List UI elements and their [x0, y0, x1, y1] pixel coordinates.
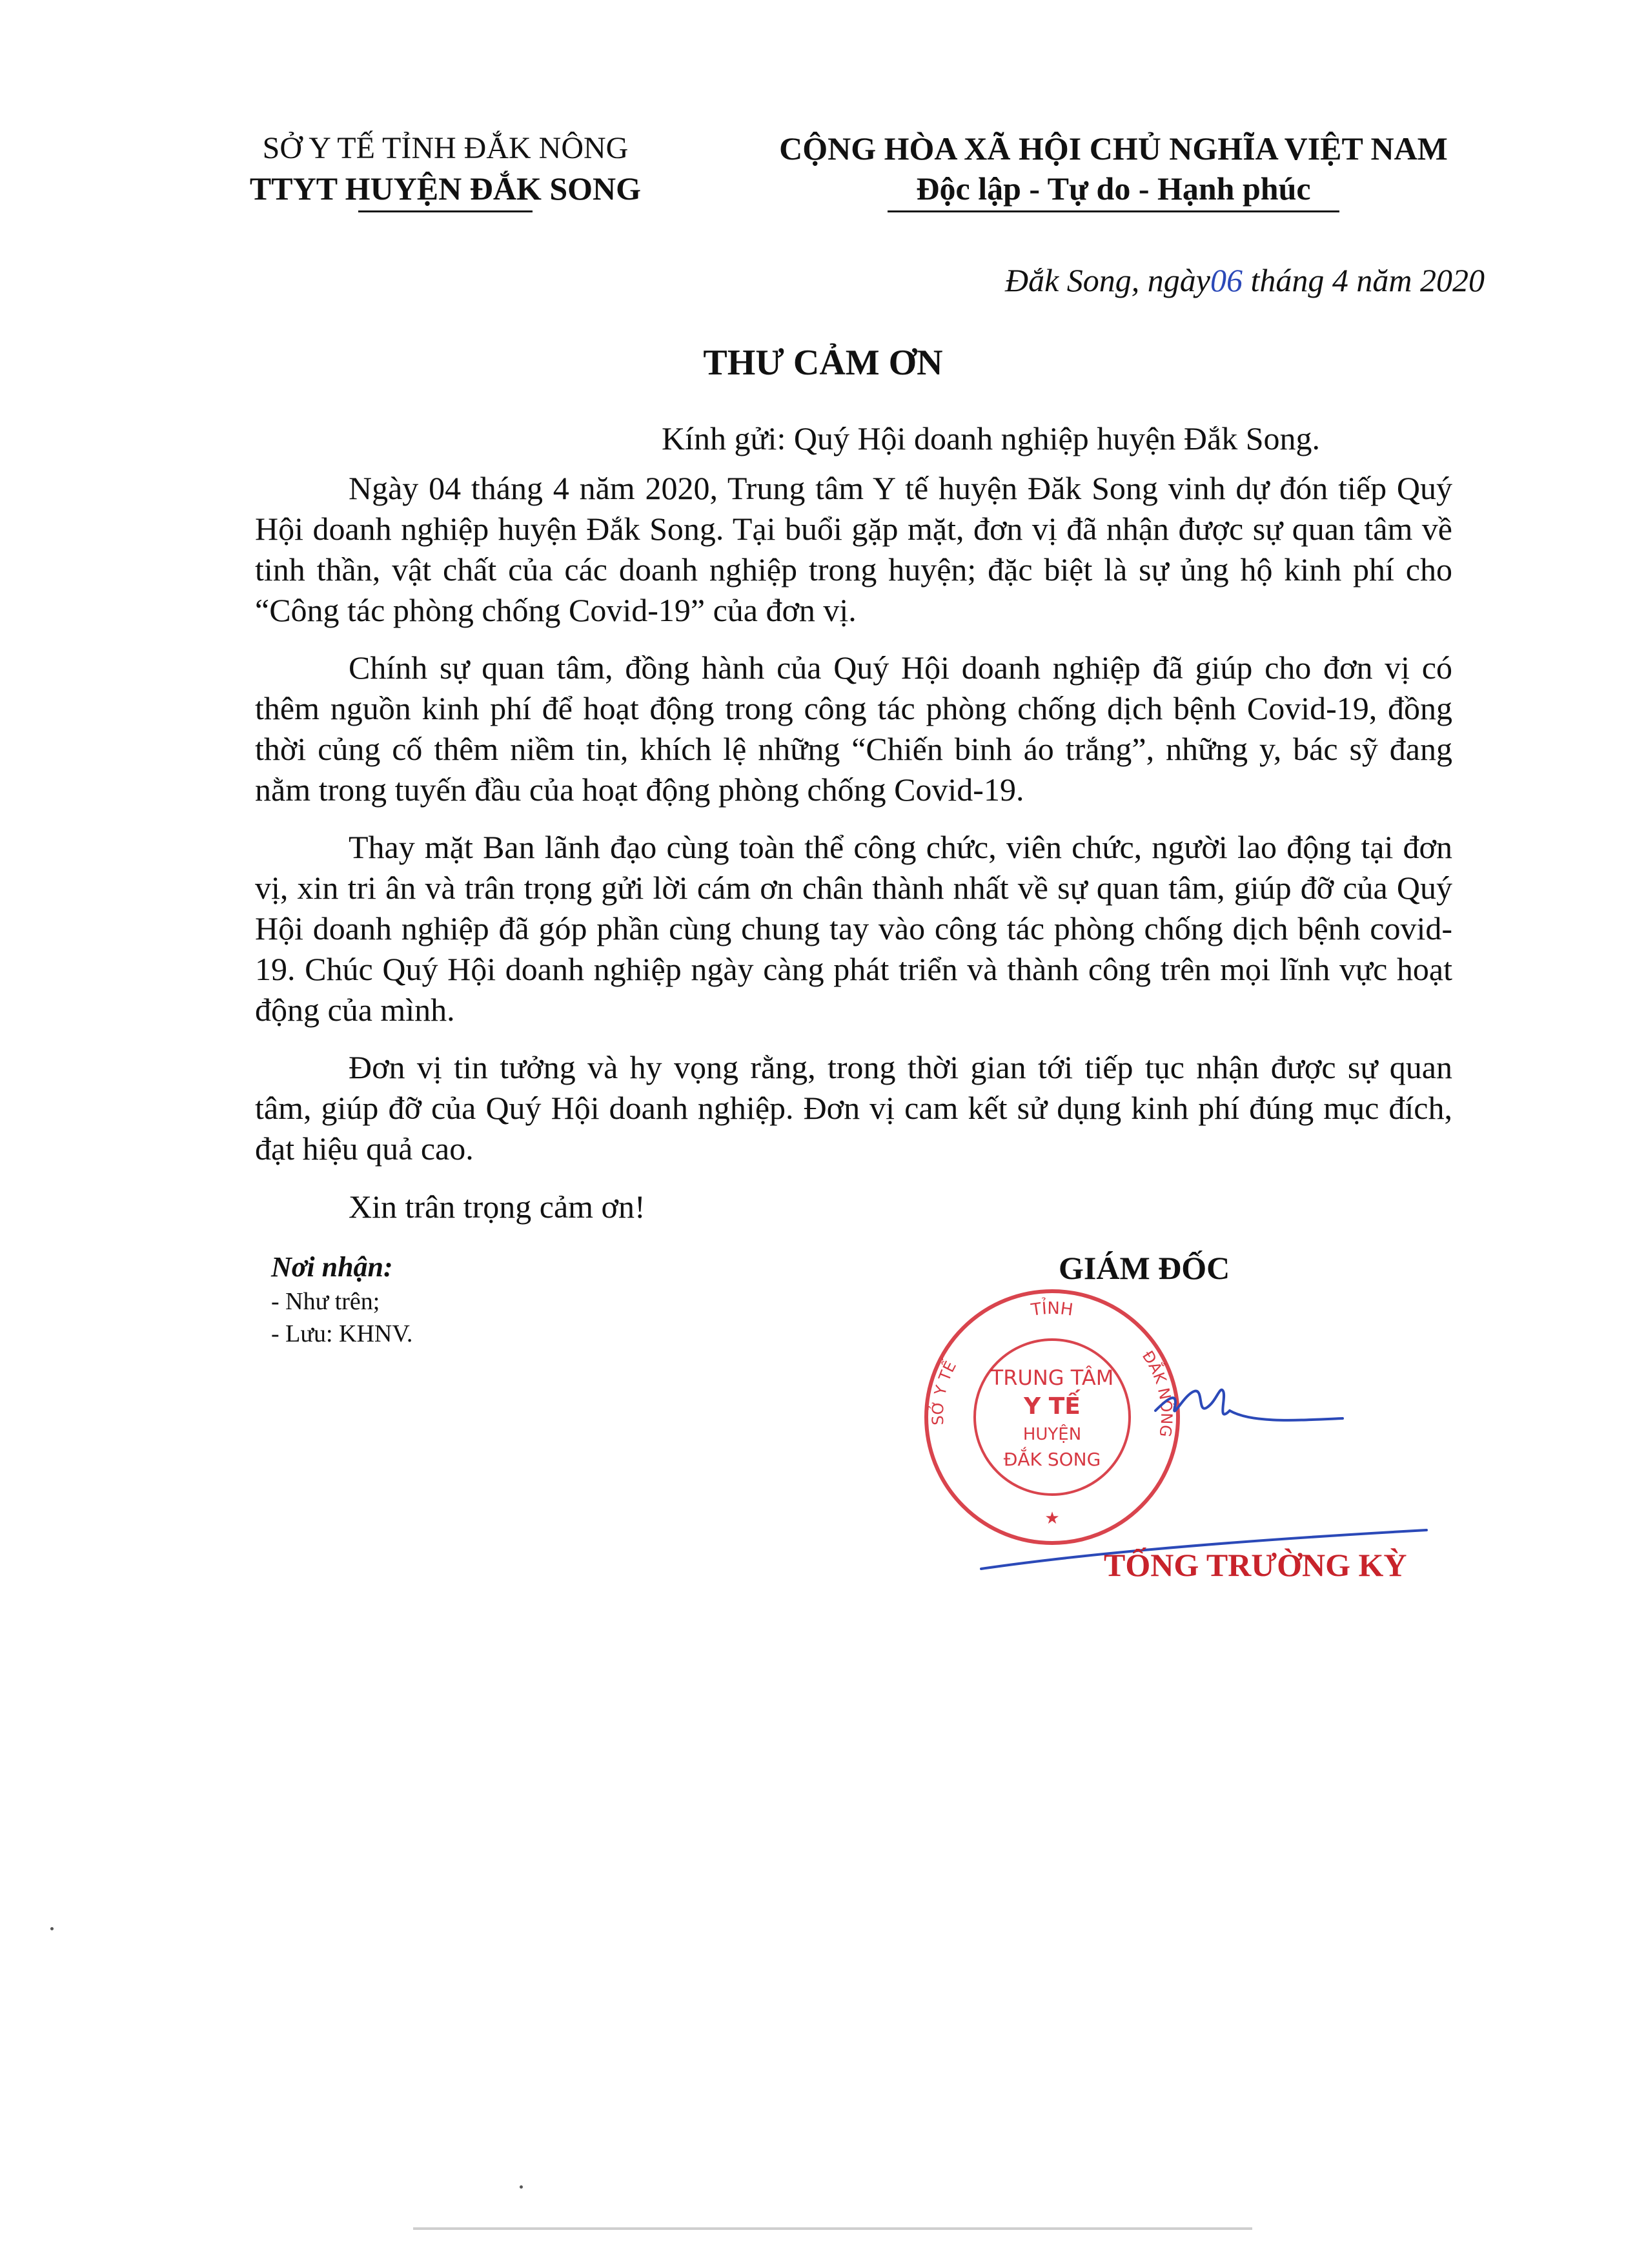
- stamp-line4: ĐẮK SONG: [1003, 1449, 1101, 1470]
- signer-title: GIÁM ĐỐC: [1059, 1250, 1230, 1286]
- recipient-item: - Như trên;: [271, 1288, 380, 1315]
- letter-body: [255, 468, 1452, 1186]
- svg-text:SỞ Y TẾ: [927, 1356, 960, 1425]
- handwritten-signature: [962, 1346, 1452, 1578]
- stamp-line2: Y TẾ: [1024, 1393, 1081, 1420]
- scan-speck: [50, 1927, 54, 1930]
- place-date: [742, 261, 1485, 299]
- date-day: 06: [1210, 262, 1243, 298]
- stamp-line1: TRUNG TÂM: [990, 1365, 1114, 1390]
- recipient-text: Kính gửi: Quý Hội doanh nghiệp huyện Đắk Song.: [661, 420, 1321, 456]
- recipient-line: [0, 420, 1646, 457]
- issuer-underline: [358, 210, 533, 212]
- stamp-top-text: TỈNH: [1030, 1298, 1075, 1320]
- signer-name: TỐNG TRƯỜNG KỲ: [1104, 1547, 1407, 1583]
- paragraph: Đơn vị tin tưởng và hy vọng rằng, trong thời gian tới tiếp tục nhận được sự quan tâm, giúp đỡ của Quý Hội doanh nghiệp. Đơn vị cam kết sử dụng kinh phí đúng mục đích, đạt hiệu quả cao.: [255, 1049, 1452, 1167]
- recipient-item: - Lưu: KHNV.: [271, 1320, 413, 1347]
- paragraph: Chính sự quan tâm, đồng hành của Quý Hội doanh nghiệp đã giúp cho đơn vị có thêm nguồn kinh phí để hoạt động trong công tác phòng chống dịch bệnh Covid-19, đồng thời củng cố thêm niềm tin, khích lệ những “Chiến binh áo trắng”, những y, bác sỹ đang nằm trong tuyến đầu của hoạt động phòng chống Covid-19.: [255, 649, 1452, 808]
- svg-text:TỈNH: [1030, 1296, 1075, 1320]
- scan-speck: [520, 2185, 523, 2189]
- recipients-block: [271, 1249, 412, 1350]
- issuer-header: [181, 129, 710, 212]
- closing-line: Xin trân trọng cảm ơn!: [349, 1189, 645, 1225]
- paragraph: Ngày 04 tháng 4 năm 2020, Trung tâm Y tế huyện Đăk Song vinh dự đón tiếp Quý Hội doanh nghiệp huyện Đắk Song. Tại buổi gặp mặt, đơn vị đã nhận được sự quan tâm về tinh thần, vật chất của các doanh nghiệp trong huyện; đặc biệt là sự ủng hộ kinh phí cho “Công tác phòng chống Covid-19” của đơn vị.: [255, 470, 1452, 628]
- motto-underline: [888, 210, 1339, 212]
- scan-edge-line: [413, 2227, 1252, 2230]
- document-title: THƯ CẢM ƠN: [703, 343, 943, 383]
- date-suffix: tháng 4 năm 2020: [1243, 262, 1485, 298]
- national-title: CỘNG HÒA XÃ HỘI CHỦ NGHĨA VIỆT NAM: [779, 130, 1448, 167]
- paragraph: Thay mặt Ban lãnh đạo cùng toàn thể công chức, viên chức, người lao động tại đơn vị, xin tri ân và trân trọng gửi lời cám ơn chân thành nhất về sự quan tâm, giúp đỡ của Quý Hội doanh nghiệp đã góp phần cùng chung tay vào công tác phòng chống dịch bệnh covid-19. Chúc Quý Hội doanh nghiệp ngày càng phát triển và thành công trên mọi lĩnh vực hoạt động của mình.: [255, 829, 1452, 1028]
- issuer-department: SỞ Y TẾ TỈNH ĐẮK NÔNG: [262, 131, 629, 165]
- date-prefix: Đắk Song, ngày: [1005, 262, 1210, 298]
- stamp-star-icon: ★: [1044, 1509, 1060, 1528]
- national-motto: Độc lập - Tự do - Hạnh phúc: [916, 170, 1311, 207]
- stamp-ring-right: ĐẮK NÔNG: [1138, 1347, 1176, 1438]
- recipients-label: Nơi nhận:: [271, 1251, 393, 1283]
- stamp-line3: HUYỆN: [1022, 1425, 1082, 1444]
- stamp-ring-left: SỞ Y TẾ: [928, 1358, 960, 1426]
- issuer-unit: TTYT HUYỆN ĐẮK SONG: [249, 170, 642, 207]
- national-header: [742, 129, 1485, 212]
